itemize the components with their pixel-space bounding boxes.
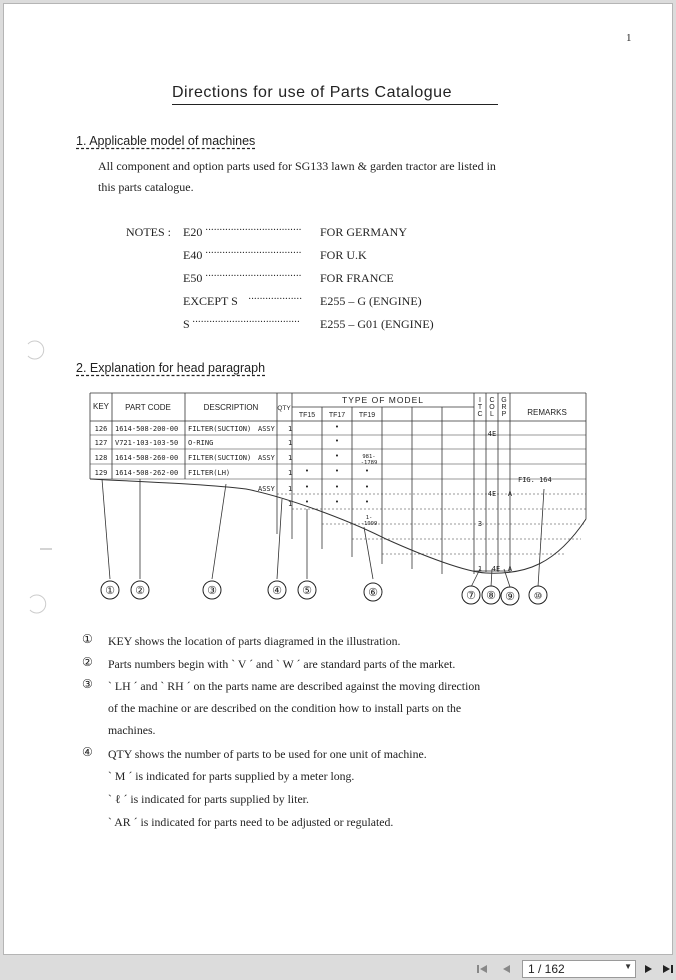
explanation-number: ① [82, 632, 93, 646]
callout-number: ④ [272, 585, 282, 597]
row-tf17: • [334, 467, 340, 475]
row-remarks: FIG. 164 [518, 476, 552, 484]
header-part-code: PART CODE [125, 403, 171, 412]
header-remarks: REMARKS [527, 408, 567, 417]
explanation-line: ˋ AR ˊ is indicated for parts need to be adjusted or regulated. [108, 815, 394, 829]
notes-label: NOTES : [126, 225, 171, 239]
explanation-number: ② [82, 655, 93, 669]
note-code: EXCEPT S [183, 294, 238, 308]
callout-number: ⑨ [505, 591, 515, 603]
note-dots: ·································· [205, 248, 302, 259]
note-text: FOR GERMANY [320, 225, 408, 239]
note-text: FOR FRANCE [320, 271, 394, 285]
row-dot: • [304, 483, 310, 491]
row-qty: 1 [288, 425, 293, 433]
row-assy: ASSY [258, 425, 275, 433]
row-key: 128 [94, 454, 108, 462]
row-tf17: • [334, 437, 340, 445]
row-part-code: V721-103-103-50 [115, 439, 179, 447]
explanation-line: ˋ M ˊ is indicated for parts supplied by a meter long. [108, 769, 355, 783]
note-text: FOR U.K [320, 248, 367, 262]
section1-line1: All component and option parts used for SG133 lawn & garden tractor are listed in [98, 159, 496, 173]
row-dot: • [304, 498, 310, 506]
row-part-code: 1614-508-260-00 [115, 454, 179, 462]
next-page-icon[interactable] [641, 960, 655, 977]
chevron-down-icon: ▼ [624, 962, 632, 971]
header-type-of-model: TYPE OF MODEL [342, 395, 424, 405]
row-description: O-RING [188, 439, 214, 447]
header-tf19: TF19 [358, 412, 376, 419]
explanation-number: ③ [82, 677, 93, 691]
note-code: E50 [183, 271, 203, 285]
section1-heading: 1. Applicable model of machines [76, 134, 256, 148]
row-dot: • [364, 483, 370, 491]
note-dots: ·································· [205, 271, 302, 282]
page-title: Directions for use of Parts Catalogue [172, 84, 452, 101]
row-col: 4E [487, 490, 497, 498]
last-page-icon[interactable] [660, 960, 676, 977]
page-indicator: 1 / 162 [528, 962, 565, 976]
row-tf19: 981--1789 [360, 454, 378, 466]
explanation-line: of the machine or are described on the condition how to install parts on the [108, 701, 462, 715]
row-grp: A [507, 565, 513, 573]
note-code: S [183, 317, 190, 331]
callout-number: ⑩ [533, 592, 543, 602]
note-dots: ·································· [205, 225, 302, 236]
callout-number: ⑧ [486, 590, 496, 602]
callout-number: ③ [207, 585, 217, 597]
note-text: E255 – G01 (ENGINE) [320, 317, 434, 331]
header-grp: G R P [501, 397, 507, 418]
row-tf15: • [304, 467, 310, 475]
head-paragraph-diagram [86, 389, 606, 614]
row-qty: 1 [288, 469, 293, 477]
callout-number: ⑤ [302, 585, 312, 597]
explanation-line: KEY shows the location of parts diagramed in the illustration. [108, 634, 401, 648]
row-part-code: 1614-508-200-00 [115, 425, 179, 433]
previous-page-icon[interactable] [498, 960, 514, 977]
row-tf19: • [364, 467, 370, 475]
header-col: C O L [489, 397, 495, 418]
row-tf17: • [334, 423, 340, 431]
row-key: 129 [94, 469, 108, 477]
row-qty: 1 [288, 500, 293, 508]
page-selector[interactable] [522, 960, 636, 978]
row-qty: 1 [288, 439, 293, 447]
header-itc: I T C [477, 397, 483, 418]
row-itc: 3 [477, 520, 483, 528]
row-description: FILTER(LH) [188, 469, 231, 477]
header-key: KEY [92, 402, 110, 411]
row-dot: • [334, 498, 340, 506]
explanation-number: ④ [82, 745, 93, 759]
header-tf15: TF15 [298, 412, 316, 419]
row-tf17: • [334, 452, 340, 460]
row-col: 4E [487, 430, 497, 438]
note-dots: ··················· [248, 294, 302, 305]
document-page [3, 3, 673, 955]
note-code: E20 [183, 225, 203, 239]
row-key: 126 [94, 425, 108, 433]
row-qty: 1 [288, 485, 293, 493]
page-number: 1 [626, 32, 632, 44]
header-description: DESCRIPTION [203, 403, 259, 412]
row-assy: ASSY [258, 454, 275, 462]
row-grp: A [507, 490, 513, 498]
callout-number: ② [135, 585, 145, 597]
row-assy: ASSY [258, 485, 275, 493]
explanation-line: machines. [108, 723, 156, 737]
first-page-icon[interactable] [474, 960, 490, 977]
row-description: FILTER(SUCTION) [188, 425, 252, 433]
note-dots: ······································ [192, 317, 300, 328]
viewer-toolbar [0, 957, 676, 980]
callout-number: ① [105, 585, 115, 597]
row-key: 127 [94, 439, 108, 447]
section1-line2: this parts catalogue. [98, 180, 194, 194]
explanation-line: ˋ ℓ ˊ is indicated for parts supplied by liter. [108, 792, 309, 806]
header-qty: QTY [277, 405, 291, 412]
explanation-line: Parts numbers begin with ˋ V ˊ and ˋ W ˊ are standard parts of the market. [108, 657, 456, 671]
callout-number: ⑦ [466, 590, 476, 602]
row-dot: • [364, 498, 370, 506]
row-col: 4E [491, 565, 501, 573]
section2-heading: 2. Explanation for head paragraph [76, 361, 266, 375]
row-tf19: 1--1999 [360, 515, 378, 527]
callout-number: ⑥ [368, 587, 378, 599]
row-part-code: 1614-508-262-00 [115, 469, 179, 477]
header-tf17: TF17 [328, 412, 346, 419]
row-dot: • [334, 483, 340, 491]
note-code: E40 [183, 248, 203, 262]
explanation-line: QTY shows the number of parts to be used for one unit of machine. [108, 747, 427, 761]
row-qty: 1 [288, 454, 293, 462]
note-text: E255 – G (ENGINE) [320, 294, 422, 308]
row-itc: 1 [477, 565, 483, 573]
explanation-line: ˋ LH ˊ and ˋ RH ˊ on the parts name are described against the moving direction [108, 679, 481, 693]
row-description: FILTER(SUCTION) [188, 454, 252, 462]
